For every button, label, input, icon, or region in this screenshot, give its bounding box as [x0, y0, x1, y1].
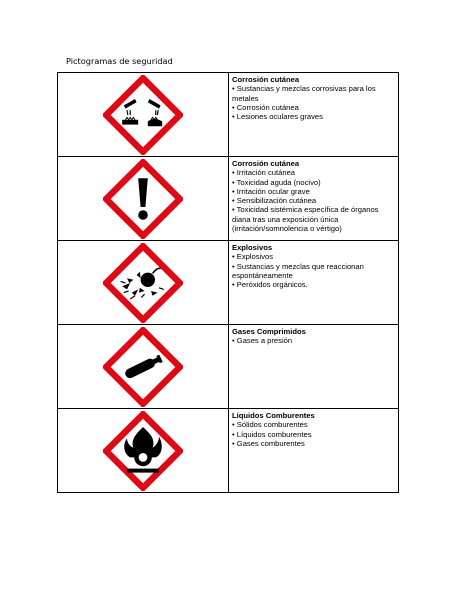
page-title: Pictogramas de seguridad: [66, 56, 173, 66]
hazard-item: • Toxicidad sistémica específica de órganos diana tras una exposición única (irritación/somnolencia o vértigo): [232, 205, 395, 233]
pictogram-cell: [58, 409, 229, 493]
hazard-item: • Lesiones oculares graves: [232, 112, 395, 121]
hazard-item: • Corrosión cutánea: [232, 103, 395, 112]
table-row: [58, 409, 399, 493]
pictogram-cell: [58, 157, 229, 241]
hazard-description: [229, 325, 399, 409]
hazard-item: • Toxicidad aguda (nocivo): [232, 178, 395, 187]
hazard-description: [229, 241, 399, 325]
exploding-bomb-icon: [103, 243, 183, 323]
hazard-item: • Peróxidos orgánicos.: [232, 280, 395, 289]
hazard-heading: Corrosión cutánea: [232, 75, 300, 84]
pictogram-cell: [58, 73, 229, 157]
hazard-item: • Irritación cutánea: [232, 168, 395, 177]
hazard-item: • Líquidos comburentes: [232, 430, 395, 439]
hazard-item: • Gases a presión: [232, 336, 395, 345]
hazard-item: • Irritación ocular grave: [232, 187, 395, 196]
hazard-heading: Gases Comprimidos: [232, 327, 306, 336]
hazard-item: • Sustancias y mezclas corrosivas para los metales: [232, 84, 395, 103]
pictogram-cell: [58, 241, 229, 325]
hazard-description: [229, 73, 399, 157]
hazard-heading: Explosivos: [232, 243, 273, 252]
gas-cylinder-icon: [103, 327, 183, 407]
table-row: [58, 241, 399, 325]
table-row: [58, 157, 399, 241]
hazard-item: • Sensibilización cutánea: [232, 196, 395, 205]
hazard-item: • Explosivos: [232, 252, 395, 261]
hazard-description: [229, 409, 399, 493]
hazard-description: [229, 157, 399, 241]
corrosion-icon: [103, 75, 183, 155]
hazard-heading: Líquidos Comburentes: [232, 411, 315, 420]
hazard-heading: Corrosión cutánea: [232, 159, 300, 168]
table-row: [58, 73, 399, 157]
hazard-item: • Sólidos comburentes: [232, 420, 395, 429]
table-row: [58, 325, 399, 409]
hazard-item: • Sustancias y mezclas que reaccionan espontáneamente: [232, 262, 395, 281]
hazard-table: [57, 72, 399, 493]
pictogram-cell: [58, 325, 229, 409]
flame-over-circle-icon: [103, 411, 183, 491]
hazard-item: • Gases comburentes: [232, 439, 395, 448]
exclamation-mark-icon: [103, 159, 183, 239]
